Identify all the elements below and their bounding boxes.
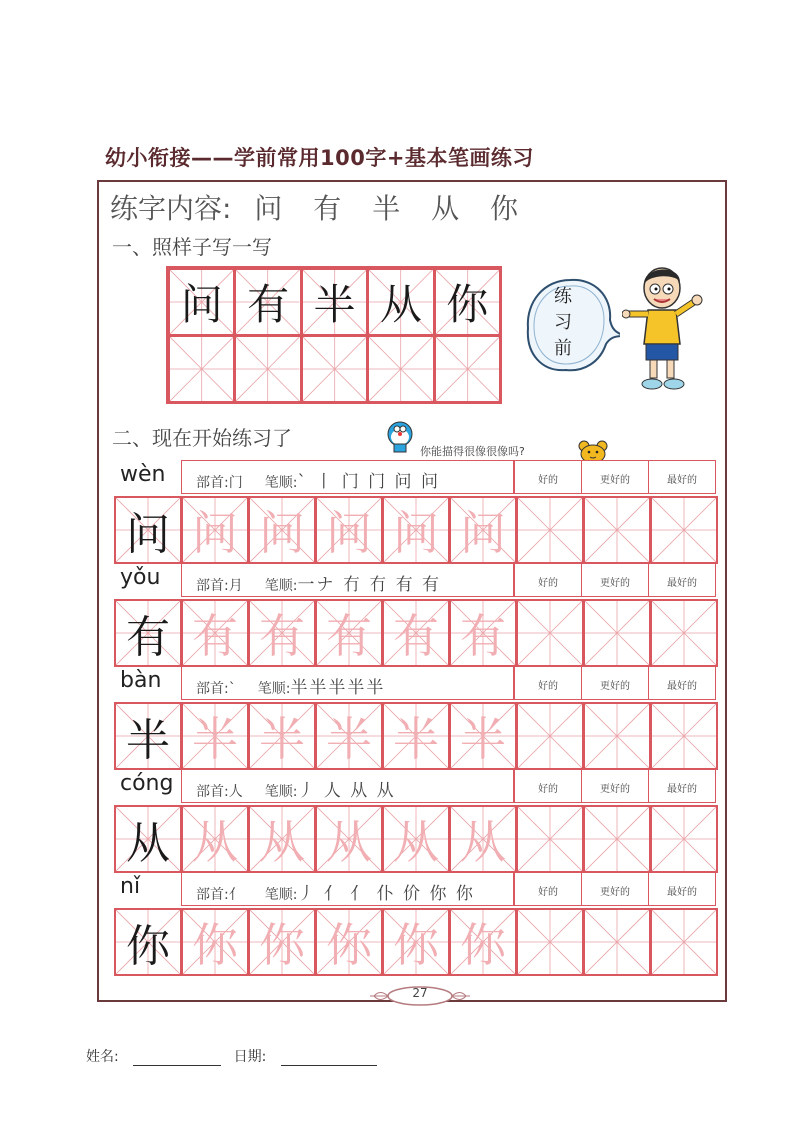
stroke-order-value: ` 丨 门 门 问 问 bbox=[297, 472, 440, 492]
trace-character: 有 bbox=[259, 609, 305, 663]
section-1-label: 一、照样子写一写 bbox=[112, 235, 272, 259]
pinyin-label: bàn bbox=[120, 668, 162, 693]
rating-box bbox=[514, 460, 582, 494]
stroke-order-value: 丿 人 从 从 bbox=[297, 781, 396, 801]
trace-cell[interactable] bbox=[248, 599, 316, 667]
rating-box bbox=[581, 872, 649, 906]
trace-cell[interactable] bbox=[181, 805, 249, 873]
trace-cell[interactable] bbox=[315, 599, 383, 667]
stroke-info bbox=[196, 467, 440, 492]
pinyin-label: yǒu bbox=[120, 565, 161, 590]
trace-character: 半 bbox=[259, 712, 305, 766]
trace-cell[interactable] bbox=[248, 908, 316, 976]
practice-cell[interactable] bbox=[516, 908, 584, 976]
pinyin-label: wèn bbox=[120, 462, 166, 487]
stroke-order-value: 丿 亻 亻 仆 价 你 你 bbox=[297, 884, 475, 904]
stroke-info bbox=[196, 776, 396, 801]
trace-character: 半 bbox=[393, 712, 439, 766]
trace-character: 你 bbox=[326, 918, 372, 972]
footer bbox=[86, 1046, 377, 1066]
trace-cell[interactable] bbox=[315, 805, 383, 873]
rating-label: 更好的 bbox=[600, 578, 630, 589]
trace-cell[interactable] bbox=[181, 702, 249, 770]
rating-label: 最好的 bbox=[667, 681, 697, 692]
rating-box bbox=[648, 872, 716, 906]
radical-label: 部首: bbox=[196, 784, 229, 800]
rating-box bbox=[514, 769, 582, 803]
rating-box bbox=[514, 872, 582, 906]
rating-label: 好的 bbox=[538, 578, 558, 589]
rating-box bbox=[648, 460, 716, 494]
practice-cell[interactable] bbox=[650, 908, 718, 976]
practice-cell[interactable] bbox=[516, 702, 584, 770]
stroke-order-label: 笔顺: bbox=[264, 887, 298, 903]
trace-character: 问 bbox=[326, 506, 372, 560]
trace-cell[interactable] bbox=[315, 908, 383, 976]
rating-label: 最好的 bbox=[667, 578, 697, 589]
name-label: 姓名: bbox=[86, 1049, 119, 1065]
radical-value: 亻 bbox=[228, 887, 243, 903]
rating-box bbox=[514, 563, 582, 597]
content-char: 有 bbox=[313, 192, 342, 225]
radical-value: 月 bbox=[228, 578, 243, 594]
trace-cell[interactable] bbox=[181, 908, 249, 976]
trace-character: 有 bbox=[393, 609, 439, 663]
bubble-text: 练习前 bbox=[554, 286, 572, 359]
trace-character: 你 bbox=[192, 918, 238, 972]
rating-label: 好的 bbox=[538, 887, 558, 898]
model-character: 半 bbox=[126, 715, 170, 766]
trace-cell[interactable] bbox=[181, 496, 249, 564]
trace-character: 半 bbox=[326, 712, 372, 766]
trace-character: 从 bbox=[326, 815, 372, 869]
stroke-order-label: 笔顺: bbox=[257, 681, 291, 697]
practice-cell[interactable] bbox=[583, 805, 651, 873]
content-label: 练字内容: bbox=[110, 192, 232, 225]
practice-cell[interactable] bbox=[516, 496, 584, 564]
trace-character: 有 bbox=[460, 609, 506, 663]
content-char: 半 bbox=[372, 192, 401, 225]
trace-character: 半 bbox=[192, 712, 238, 766]
model-cell bbox=[114, 599, 182, 667]
trace-cell[interactable] bbox=[382, 702, 450, 770]
rating-label: 更好的 bbox=[600, 784, 630, 795]
pinyin-label: cóng bbox=[120, 771, 174, 796]
rating-label: 最好的 bbox=[667, 887, 697, 898]
trace-character: 问 bbox=[393, 506, 439, 560]
trace-character: 问 bbox=[460, 506, 506, 560]
practice-cell[interactable] bbox=[516, 805, 584, 873]
rating-box bbox=[581, 563, 649, 597]
stroke-order-value: 半半半半半 bbox=[290, 678, 386, 698]
radical-value: 门 bbox=[228, 475, 243, 491]
model-cell bbox=[114, 496, 182, 564]
rating-label: 更好的 bbox=[600, 887, 630, 898]
model-character: 你 bbox=[446, 280, 489, 329]
trace-character: 你 bbox=[460, 918, 506, 972]
rating-label: 更好的 bbox=[600, 681, 630, 692]
trace-character: 有 bbox=[326, 609, 372, 663]
rating-box bbox=[648, 769, 716, 803]
date-field[interactable] bbox=[281, 1065, 377, 1066]
trace-cell[interactable] bbox=[382, 496, 450, 564]
trace-cell[interactable] bbox=[382, 908, 450, 976]
model-cell bbox=[114, 805, 182, 873]
page-title: 幼小衔接——学前常用100字+基本笔画练习 bbox=[105, 146, 534, 170]
trace-cell[interactable] bbox=[449, 496, 517, 564]
stroke-order-label: 笔顺: bbox=[264, 578, 298, 594]
content-char: 从 bbox=[431, 192, 460, 225]
trace-cell[interactable] bbox=[449, 805, 517, 873]
trace-cell[interactable] bbox=[382, 805, 450, 873]
rating-box bbox=[648, 666, 716, 700]
trace-character: 从 bbox=[460, 815, 506, 869]
practice-cell[interactable] bbox=[650, 496, 718, 564]
trace-character: 你 bbox=[259, 918, 305, 972]
content-char: 问 bbox=[254, 192, 283, 225]
rating-box bbox=[514, 666, 582, 700]
stroke-order-value: 一ナ 冇 冇 有 有 bbox=[297, 575, 442, 595]
stroke-info bbox=[196, 673, 385, 698]
radical-value: 人 bbox=[228, 784, 243, 800]
stroke-info bbox=[196, 570, 441, 595]
trace-character: 问 bbox=[259, 506, 305, 560]
model-character: 你 bbox=[126, 921, 170, 972]
model-character: 半 bbox=[313, 280, 356, 329]
trace-cell[interactable] bbox=[449, 599, 517, 667]
rating-label: 最好的 bbox=[667, 784, 697, 795]
rating-box bbox=[581, 769, 649, 803]
trace-cell[interactable] bbox=[181, 599, 249, 667]
rating-label: 好的 bbox=[538, 475, 558, 486]
trace-character: 问 bbox=[192, 506, 238, 560]
radical-label: 部首: bbox=[196, 681, 229, 697]
practice-cell[interactable] bbox=[650, 702, 718, 770]
stroke-info bbox=[196, 879, 475, 904]
stroke-order-label: 笔顺: bbox=[264, 784, 298, 800]
pinyin-label: nǐ bbox=[120, 874, 141, 899]
model-cell bbox=[114, 702, 182, 770]
trace-cell[interactable] bbox=[382, 599, 450, 667]
radical-value: ` bbox=[228, 681, 236, 697]
trace-character: 从 bbox=[259, 815, 305, 869]
stroke-order-label: 笔顺: bbox=[264, 475, 298, 491]
section-2-label: 二、现在开始练习了 bbox=[112, 426, 292, 450]
trace-cell[interactable] bbox=[449, 702, 517, 770]
model-character: 问 bbox=[180, 280, 223, 329]
model-character: 有 bbox=[247, 280, 290, 329]
trace-cell[interactable] bbox=[248, 496, 316, 564]
trace-cell[interactable] bbox=[315, 702, 383, 770]
rating-box bbox=[581, 666, 649, 700]
trace-cell[interactable] bbox=[449, 908, 517, 976]
name-field[interactable] bbox=[133, 1065, 221, 1066]
trace-character: 半 bbox=[460, 712, 506, 766]
trace-cell[interactable] bbox=[315, 496, 383, 564]
trace-character: 有 bbox=[192, 609, 238, 663]
trace-cell[interactable] bbox=[248, 702, 316, 770]
model-character: 从 bbox=[379, 280, 422, 329]
rating-label: 最好的 bbox=[667, 475, 697, 486]
model-character: 从 bbox=[126, 818, 170, 869]
page-number: 27 bbox=[412, 986, 428, 1000]
practice-cell[interactable] bbox=[650, 805, 718, 873]
practice-cell[interactable] bbox=[583, 599, 651, 667]
date-label: 日期: bbox=[233, 1049, 267, 1065]
practice-cell[interactable] bbox=[583, 702, 651, 770]
trace-character: 从 bbox=[192, 815, 238, 869]
model-character: 有 bbox=[126, 612, 170, 663]
practice-cell[interactable] bbox=[650, 599, 718, 667]
trace-cell[interactable] bbox=[248, 805, 316, 873]
radical-label: 部首: bbox=[196, 475, 229, 491]
rating-box bbox=[648, 563, 716, 597]
radical-label: 部首: bbox=[196, 887, 229, 903]
rating-label: 好的 bbox=[538, 784, 558, 795]
model-character: 问 bbox=[126, 509, 170, 560]
rating-box bbox=[581, 460, 649, 494]
rating-label: 更好的 bbox=[600, 475, 630, 486]
practice-cell[interactable] bbox=[583, 496, 651, 564]
tip-text: 你能描得很像很像吗? bbox=[420, 445, 525, 458]
trace-character: 从 bbox=[393, 815, 439, 869]
radical-label: 部首: bbox=[196, 578, 229, 594]
practice-cell[interactable] bbox=[583, 908, 651, 976]
trace-character: 你 bbox=[393, 918, 439, 972]
content-char: 你 bbox=[490, 192, 519, 225]
rating-label: 好的 bbox=[538, 681, 558, 692]
model-cell bbox=[114, 908, 182, 976]
practice-cell[interactable] bbox=[516, 599, 584, 667]
